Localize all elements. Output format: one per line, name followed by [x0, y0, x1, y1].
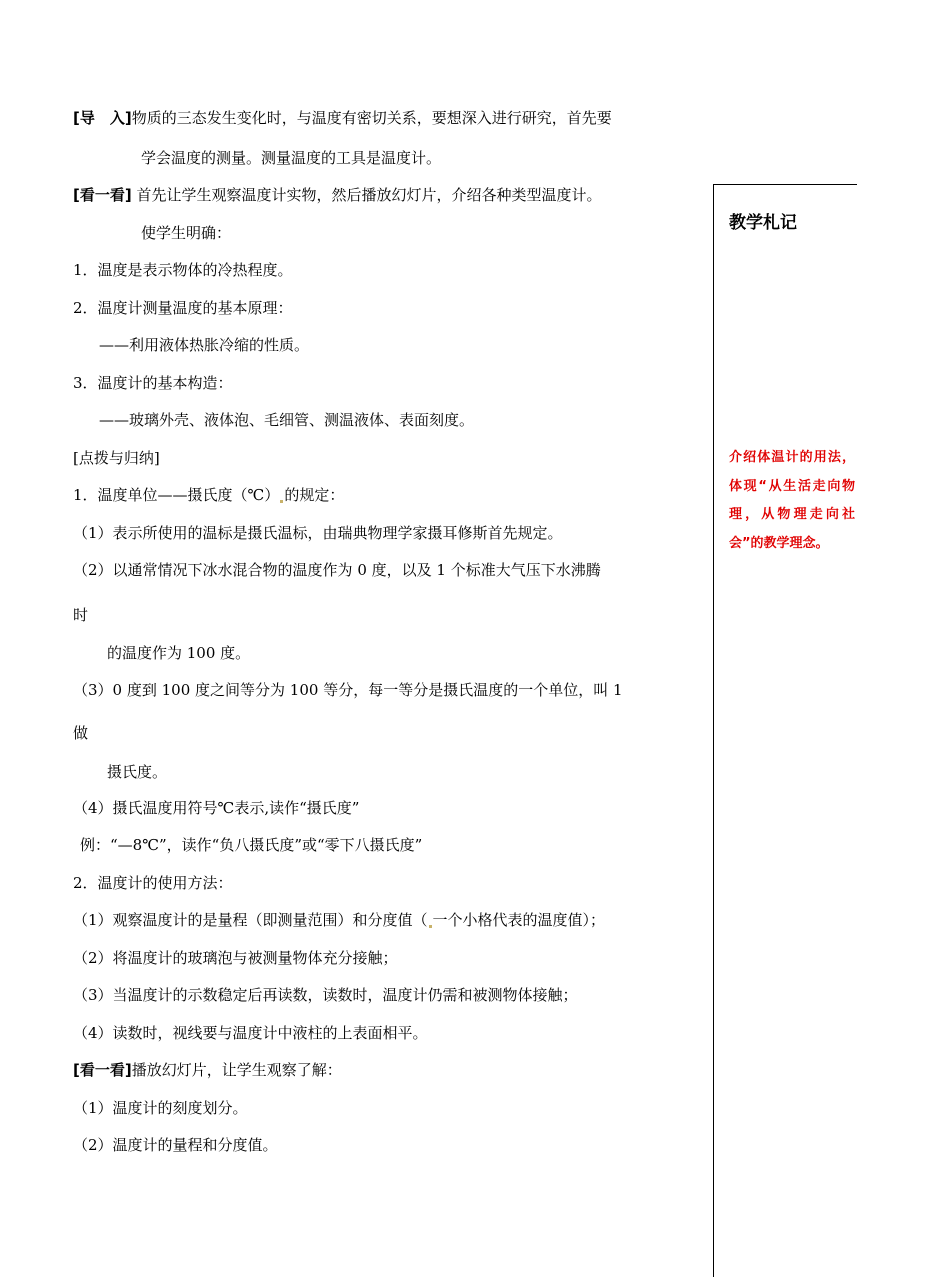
unit-item-2-cont-text: 的温度作为 100 度。	[107, 644, 251, 662]
intro-text-cont: 学会温度的测量。测量温度的工具是温度计。	[141, 149, 442, 167]
sidebar-title: 教学札记	[729, 213, 797, 233]
point-2-detail	[99, 335, 309, 355]
look-text: 首先让学生观察温度计实物，然后播放幻灯片，介绍各种类型温度计。	[131, 186, 602, 204]
observe-item-1-text: （1）温度计的刻度划分。	[73, 1099, 248, 1117]
look-again-text: 播放幻灯片，让学生观察了解：	[131, 1061, 342, 1079]
sidebar-divider-vertical	[713, 184, 714, 1277]
point-3-detail-text: ——玻璃外壳、液体泡、毛细管、测温液体、表面刻度。	[99, 411, 475, 429]
unit-item-3-wrap	[73, 723, 88, 743]
unit-item-2	[73, 560, 601, 580]
unit-item-3-text: （3）0 度到 100 度之间等分为 100 等分，每一等分是摄氏温度的一个单位，叫 1	[73, 681, 623, 699]
look-again-line	[73, 1060, 342, 1080]
usage-item-4-text: （4）读数时，视线要与温度计中液柱的上表面相平。	[73, 1024, 428, 1042]
unit-heading-text-b: 的规定：	[284, 486, 345, 504]
unit-item-2-wrap-text: 时	[73, 606, 89, 624]
point-2-detail-text: ——利用液体热胀冷缩的性质。	[99, 336, 310, 354]
look-line-2	[141, 223, 231, 243]
usage-item-1-text-a: （1）观察温度计的是量程（即测量范围）和分度值（	[73, 911, 428, 929]
usage-item-2	[73, 948, 398, 968]
usage-heading	[73, 873, 233, 893]
observe-item-2	[73, 1135, 278, 1155]
look-text-cont: 使学生明确：	[141, 224, 232, 242]
unit-example-text: 例：“—8℃”，读作“负八摄氏度”或“零下八摄氏度”	[80, 836, 423, 854]
marker-dot	[429, 925, 432, 928]
sidebar-divider-horizontal	[713, 184, 857, 185]
usage-item-1-text-b: 一个小格代表的温度值）；	[432, 911, 606, 929]
unit-item-4	[73, 798, 359, 818]
unit-item-2-text: （2）以通常情况下冰水混合物的温度作为 0 度，以及 1 个标准大气压下水沸腾	[73, 561, 601, 579]
unit-example	[80, 835, 422, 855]
point-2-text: 2．温度计测量温度的基本原理：	[73, 299, 293, 317]
usage-item-2-text: （2）将温度计的玻璃泡与被测量物体充分接触；	[73, 949, 398, 967]
unit-item-2-cont	[107, 643, 250, 663]
point-1-text: 1．温度是表示物体的冷热程度。	[73, 261, 293, 279]
look-tag: [看一看]	[73, 186, 132, 204]
usage-item-3-text: （3）当温度计的示数稳定后再读数，读数时，温度计仍需和被测物体接触；	[73, 986, 578, 1004]
unit-item-3-cont	[107, 762, 167, 782]
point-3	[73, 373, 233, 393]
unit-item-4-text: （4）摄氏温度用符号℃表示,读作“摄氏度”	[73, 799, 360, 817]
intro-text: 物质的三态发生变化时，与温度有密切关系，要想深入进行研究，首先要	[131, 109, 612, 127]
unit-item-3-wrap-text: 做	[73, 724, 89, 742]
point-2	[73, 298, 293, 318]
usage-item-3	[73, 985, 578, 1005]
unit-item-3-cont-text: 摄氏度。	[107, 763, 168, 781]
intro-line-2	[141, 148, 441, 168]
point-3-text: 3．温度计的基本构造：	[73, 374, 233, 392]
usage-item-4	[73, 1023, 428, 1043]
marker-dot	[280, 500, 283, 503]
observe-item-2-text: （2）温度计的量程和分度值。	[73, 1136, 278, 1154]
unit-item-2-wrap	[73, 605, 88, 625]
look-line-1	[73, 185, 602, 205]
usage-item-1	[73, 910, 605, 930]
sidebar-note: 介绍体温计的用法，体现“从生活走向物理，从物理走向社会”的教学理念。	[729, 450, 855, 551]
observe-item-1	[73, 1098, 248, 1118]
unit-item-1-text: （1）表示所使用的温标是摄氏温标，由瑞典物理学家摄耳修斯首先规定。	[73, 524, 563, 542]
unit-item-1	[73, 523, 563, 543]
look-again-tag: [看一看]	[73, 1061, 132, 1079]
unit-heading-text-a: 1．温度单位——摄氏度（℃）	[73, 486, 280, 504]
intro-tag: [导 入]	[73, 109, 132, 127]
unit-item-3	[73, 680, 623, 700]
unit-heading	[73, 485, 344, 505]
usage-heading-text: 2．温度计的使用方法：	[73, 874, 233, 892]
point-1	[73, 260, 293, 280]
point-3-detail	[99, 410, 474, 430]
section-heading-text: [点拨与归纳]	[73, 449, 160, 467]
section-heading	[73, 448, 160, 468]
intro-line-1	[73, 108, 612, 128]
